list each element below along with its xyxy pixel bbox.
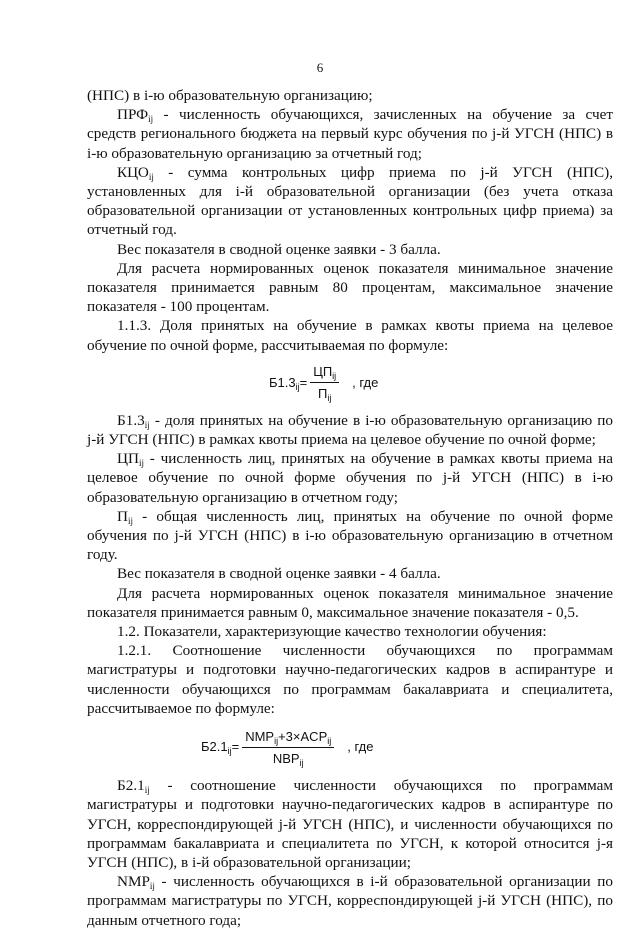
formula-fraction: $\frac{ЦП_{ij}}{П_{ij}}$ [310, 363, 339, 402]
formula-where: , где [347, 739, 374, 755]
paragraph: $ПРФ_{ij}$ - численность обучающихся, зачисленных на обучение за счет средств регионального бюджета на первый курс обучения по j-й УГСН (НПС) в i-ю образовательную организацию за отчетный год; [87, 106, 613, 162]
paragraph: $Б2.1_{ij}$ - соотношение численности обучающихся по программам магистратуры и подготовки научно-педагогических кадров в аспирантуре по УГСН, корреспондирующей j-й УГСН (НПС), и численности обучающихся по программам бакалавриата и специалитета по УГСН, к которой относится j-я УГСН (НПС), в i-й образовательной организации; [87, 777, 613, 871]
formula-fraction: $\frac{NMP_{ij}+3\times ACP_{ij}}{NBP_{ij}}$ [242, 728, 334, 767]
paragraph: $П_{ij}$ - общая численность лиц, принятых на обучение по очной форме обучения по j-й УГСН (НПС) в i-ю образовательную организацию в отчетном году. [87, 507, 613, 564]
page-number: 6 [316, 60, 324, 75]
paragraph: 1.1.3. Доля принятых на обучение в рамках квоты приема на целевое обучение по очной форме, рассчитываемая по формуле: [87, 317, 613, 354]
paragraph: $КЦО_{ij}$ - сумма контрольных цифр приема по j-й УГСН (НПС), установленных для i-й образовательной организации (без учета отказа образовательной организации от установленных контрольных цифр приема) за отчетный год. [87, 163, 613, 239]
formula-lhs: $Б1.3_{ij}=$ [269, 375, 308, 393]
paragraph: Вес показателя в сводной оценке заявки - 4 балла. [117, 565, 441, 583]
formula-b1-3 [269, 355, 613, 411]
formula-lhs: $Б2.1_{ij}=$ [201, 739, 240, 757]
formula-where: , где [352, 375, 379, 391]
paragraph: Для расчета нормированных оценок показателя минимальное значение показателя принимается равным 0, максимальное значение показателя - 0,5. [87, 584, 613, 621]
paragraph: 1.2. Показатели, характеризующие качество технологии обучения: [117, 623, 547, 641]
paragraph: $ЦП_{ij}$ - численность лиц, принятых на обучение в рамках квоты приема на целевое обучение по очной форме обучения по j-й УГСН (НПС) в i-ю образовательную организацию в отчетном году; [87, 450, 613, 506]
formula-b2-1 [201, 718, 613, 776]
paragraph: (НПС) в i-ю образовательную организацию; [87, 87, 373, 104]
paragraph: $NMP_{ij}$ - численность обучающихся в i-й образовательной организации по программам магистратуры по УГСН, корреспондирующей j-й УГСН (НПС), по данным отчетного года; [87, 873, 613, 929]
paragraph: 1.2.1. Соотношение численности обучающихся по программам магистратуры и подготовки научно-педагогических кадров в аспирантуре и численности обучающихся по программам бакалавриата и специалитета, рассчитываемое по формуле: [87, 642, 613, 717]
paragraph: Для расчета нормированных оценок показателя минимальное значение показателя принимается равным 80 процентам, максимальное значение показателя - 100 процентам. [87, 259, 613, 316]
document-body [87, 86, 613, 930]
paragraph: $Б1.3_{ij}$ - доля принятых на обучение в i-ю образовательную организацию по j-й УГСН (НПС) в рамках квоты приема на целевое обучение по очной форме; [87, 411, 613, 449]
paragraph: Вес показателя в сводной оценке заявки - 3 балла. [117, 240, 441, 258]
